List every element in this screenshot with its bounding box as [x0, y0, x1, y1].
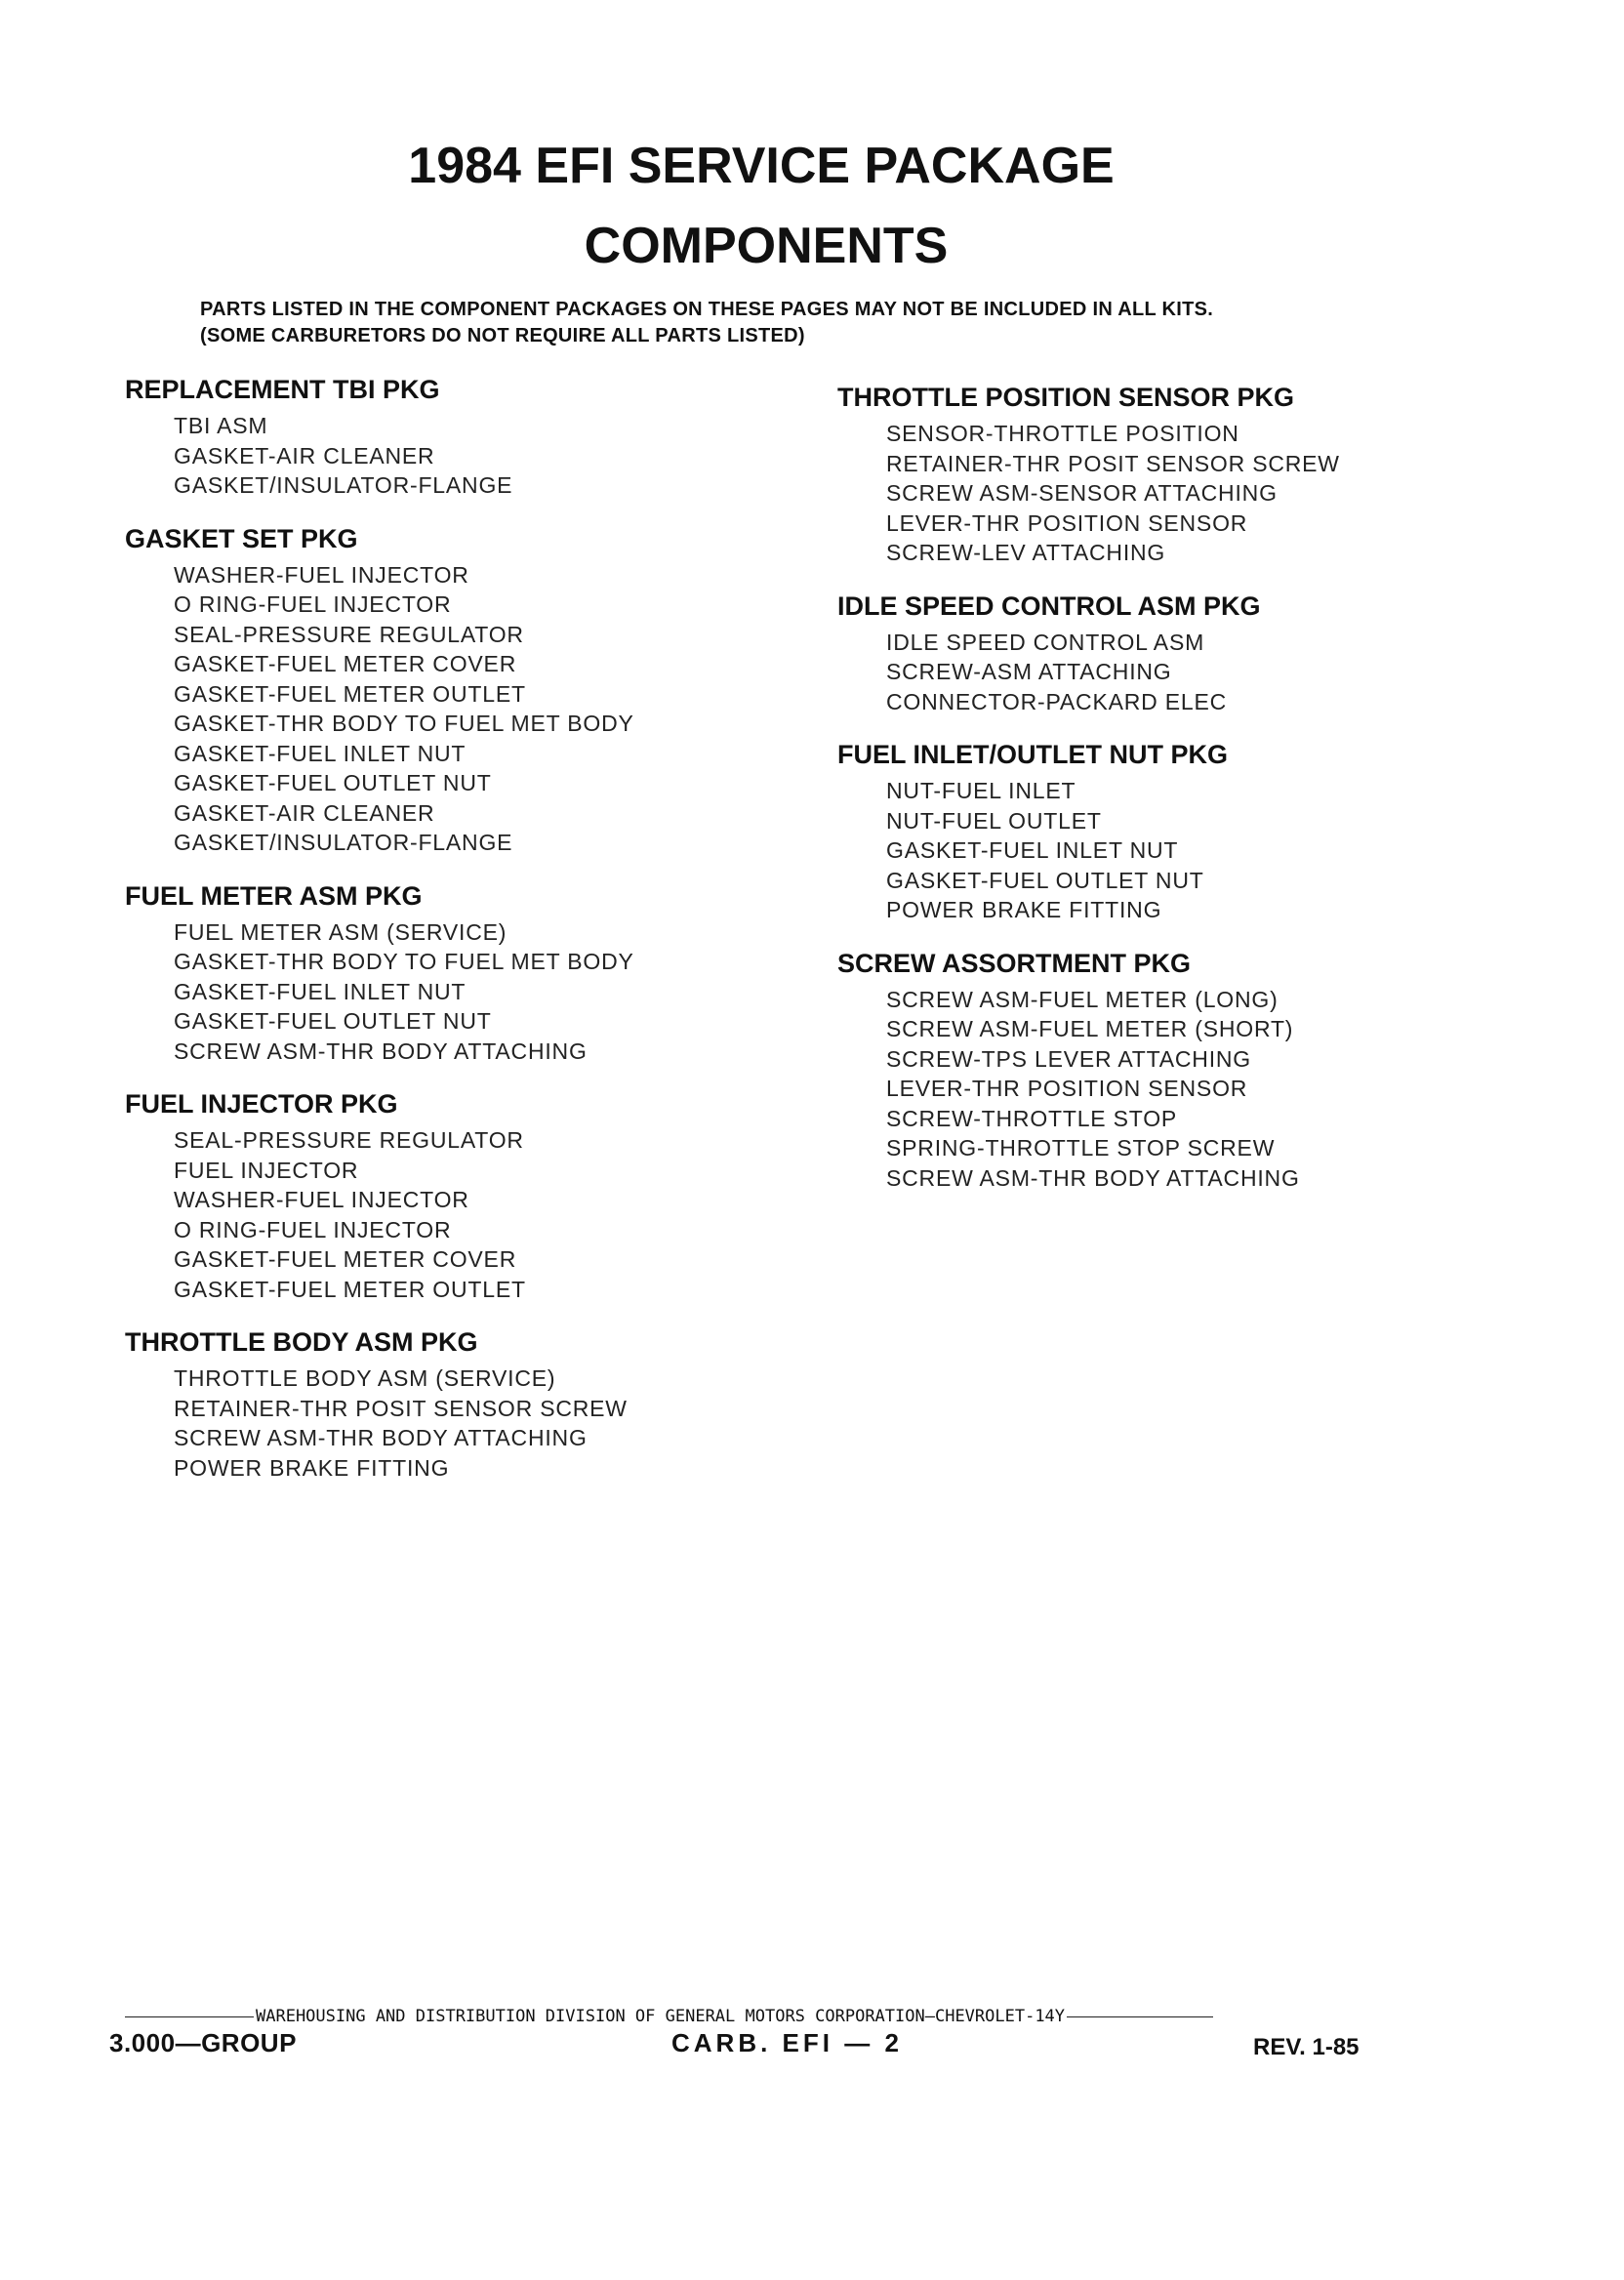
note-line-1: PARTS LISTED IN THE COMPONENT PACKAGES ON THESE PAGES MAY NOT BE INCLUDED IN ALL KITS. [200, 299, 1214, 320]
package-item: GASKET-FUEL OUTLET NUT [174, 1008, 492, 1034]
footer-rule-right [1067, 2016, 1213, 2017]
package-section [837, 383, 1521, 568]
package-item: GASKET-FUEL METER OUTLET [174, 1276, 526, 1302]
package-title: FUEL INJECTOR PKG [125, 1089, 398, 1119]
page-title: 1984 EFI SERVICE PACKAGE [408, 138, 1115, 194]
package-item: SCREW-LEV ATTACHING [886, 540, 1166, 565]
package-item: SEAL-PRESSURE REGULATOR [174, 621, 524, 647]
package-item: SCREW ASM-SENSOR ATTACHING [886, 480, 1278, 506]
package-item: GASKET-FUEL OUTLET NUT [174, 770, 492, 795]
package-item: LEVER-THR POSITION SENSOR [886, 509, 1248, 536]
package-item: TBI ASM [174, 413, 268, 438]
package-item: O RING-FUEL INJECTOR [174, 591, 452, 617]
package-item: SCREW ASM-THR BODY ATTACHING [886, 1164, 1300, 1191]
package-item: GASKET-FUEL METER COVER [174, 651, 517, 676]
package-item: GASKET-FUEL METER COVER [174, 1246, 517, 1272]
package-item: GASKET-FUEL OUTLET NUT [886, 867, 1204, 893]
footer-group: 3.000—GROUP [109, 2028, 297, 2057]
package-item: LEVER-THR POSITION SENSOR [886, 1076, 1248, 1101]
package-section [125, 881, 808, 1067]
package-items [886, 419, 1521, 568]
package-item: SCREW-THROTTLE STOP [886, 1105, 1178, 1131]
package-items [174, 411, 808, 501]
package-section [125, 1327, 808, 1483]
note-line-2: (SOME CARBURETORS DO NOT REQUIRE ALL PARTS LISTED) [200, 325, 805, 346]
package-item: GASKET-THR BODY TO FUEL MET BODY [174, 711, 634, 736]
package-item: POWER BRAKE FITTING [174, 1454, 450, 1481]
package-item: RETAINER-THR POSIT SENSOR SCREW [174, 1395, 628, 1421]
package-section [125, 524, 808, 858]
package-title: THROTTLE POSITION SENSOR PKG [837, 383, 1295, 412]
package-item: CONNECTOR-PACKARD ELEC [886, 688, 1228, 714]
package-item: GASKET-FUEL METER OUTLET [174, 680, 526, 707]
package-item: FUEL METER ASM (SERVICE) [174, 918, 508, 945]
package-section [837, 740, 1521, 925]
footer-revision: REV. 1-85 [1253, 2034, 1360, 2060]
package-items [886, 628, 1521, 717]
footer-page-code: CARB. EFI — 2 [671, 2028, 903, 2057]
package-item: O RING-FUEL INJECTOR [174, 1216, 452, 1242]
footer-division-text: WAREHOUSING AND DISTRIBUTION DIVISION OF GENERAL MOTORS CORPORATION—CHEVROLET-14Y [256, 2007, 1066, 2026]
package-item: GASKET/INSULATOR-FLANGE [174, 472, 513, 498]
package-item: NUT-FUEL OUTLET [886, 807, 1102, 834]
package-items [174, 917, 808, 1067]
package-title: GASKET SET PKG [125, 523, 358, 553]
package-item: THROTTLE BODY ASM (SERVICE) [174, 1365, 556, 1391]
package-section [125, 1089, 808, 1304]
left-column [125, 375, 808, 1483]
package-item: SCREW ASM-THR BODY ATTACHING [174, 1038, 588, 1064]
package-item: FUEL INJECTOR [174, 1157, 359, 1183]
right-column [837, 383, 1521, 1193]
package-item: WASHER-FUEL INJECTOR [174, 561, 469, 588]
package-item: SPRING-THROTTLE STOP SCREW [886, 1135, 1276, 1160]
package-item: SEAL-PRESSURE REGULATOR [174, 1127, 524, 1153]
package-item: WASHER-FUEL INJECTOR [174, 1187, 469, 1212]
package-item: SCREW ASM-FUEL METER (SHORT) [886, 1016, 1294, 1041]
package-title: FUEL INLET/OUTLET NUT PKG [837, 740, 1228, 769]
package-item: GASKET-THR BODY TO FUEL MET BODY [174, 949, 634, 974]
footer-rule-left [125, 2016, 254, 2017]
package-item: GASKET-AIR CLEANER [174, 799, 435, 826]
package-item: GASKET-FUEL INLET NUT [174, 978, 467, 1004]
package-item: POWER BRAKE FITTING [886, 897, 1162, 922]
package-items [886, 985, 1521, 1194]
package-items [886, 776, 1521, 925]
package-item: GASKET-AIR CLEANER [174, 442, 435, 468]
package-title: SCREW ASSORTMENT PKG [837, 948, 1192, 978]
package-item: NUT-FUEL INLET [886, 778, 1076, 803]
package-item: IDLE SPEED CONTROL ASM [886, 629, 1205, 655]
package-title: FUEL METER ASM PKG [125, 880, 423, 911]
package-items [174, 560, 808, 858]
package-title: IDLE SPEED CONTROL ASM PKG [837, 590, 1261, 621]
package-items [174, 1125, 808, 1304]
package-item: SCREW ASM-THR BODY ATTACHING [174, 1425, 588, 1450]
package-item: SCREW-ASM ATTACHING [886, 659, 1172, 684]
package-section [125, 375, 808, 501]
package-item: SENSOR-THROTTLE POSITION [886, 421, 1239, 446]
package-title: THROTTLE BODY ASM PKG [125, 1327, 478, 1357]
package-title: REPLACEMENT TBI PKG [125, 375, 440, 404]
package-item: RETAINER-THR POSIT SENSOR SCREW [886, 450, 1340, 476]
package-item: SCREW-TPS LEVER ATTACHING [886, 1045, 1251, 1072]
package-item: SCREW ASM-FUEL METER (LONG) [886, 986, 1279, 1012]
package-section [837, 949, 1521, 1194]
package-item: GASKET/INSULATOR-FLANGE [174, 830, 513, 855]
package-section [837, 591, 1521, 717]
footer-division-line [125, 2007, 1364, 2026]
page-subtitle: COMPONENTS [584, 218, 949, 274]
package-item: GASKET-FUEL INLET NUT [174, 740, 467, 766]
package-item: GASKET-FUEL INLET NUT [886, 837, 1179, 863]
package-items [174, 1364, 808, 1483]
